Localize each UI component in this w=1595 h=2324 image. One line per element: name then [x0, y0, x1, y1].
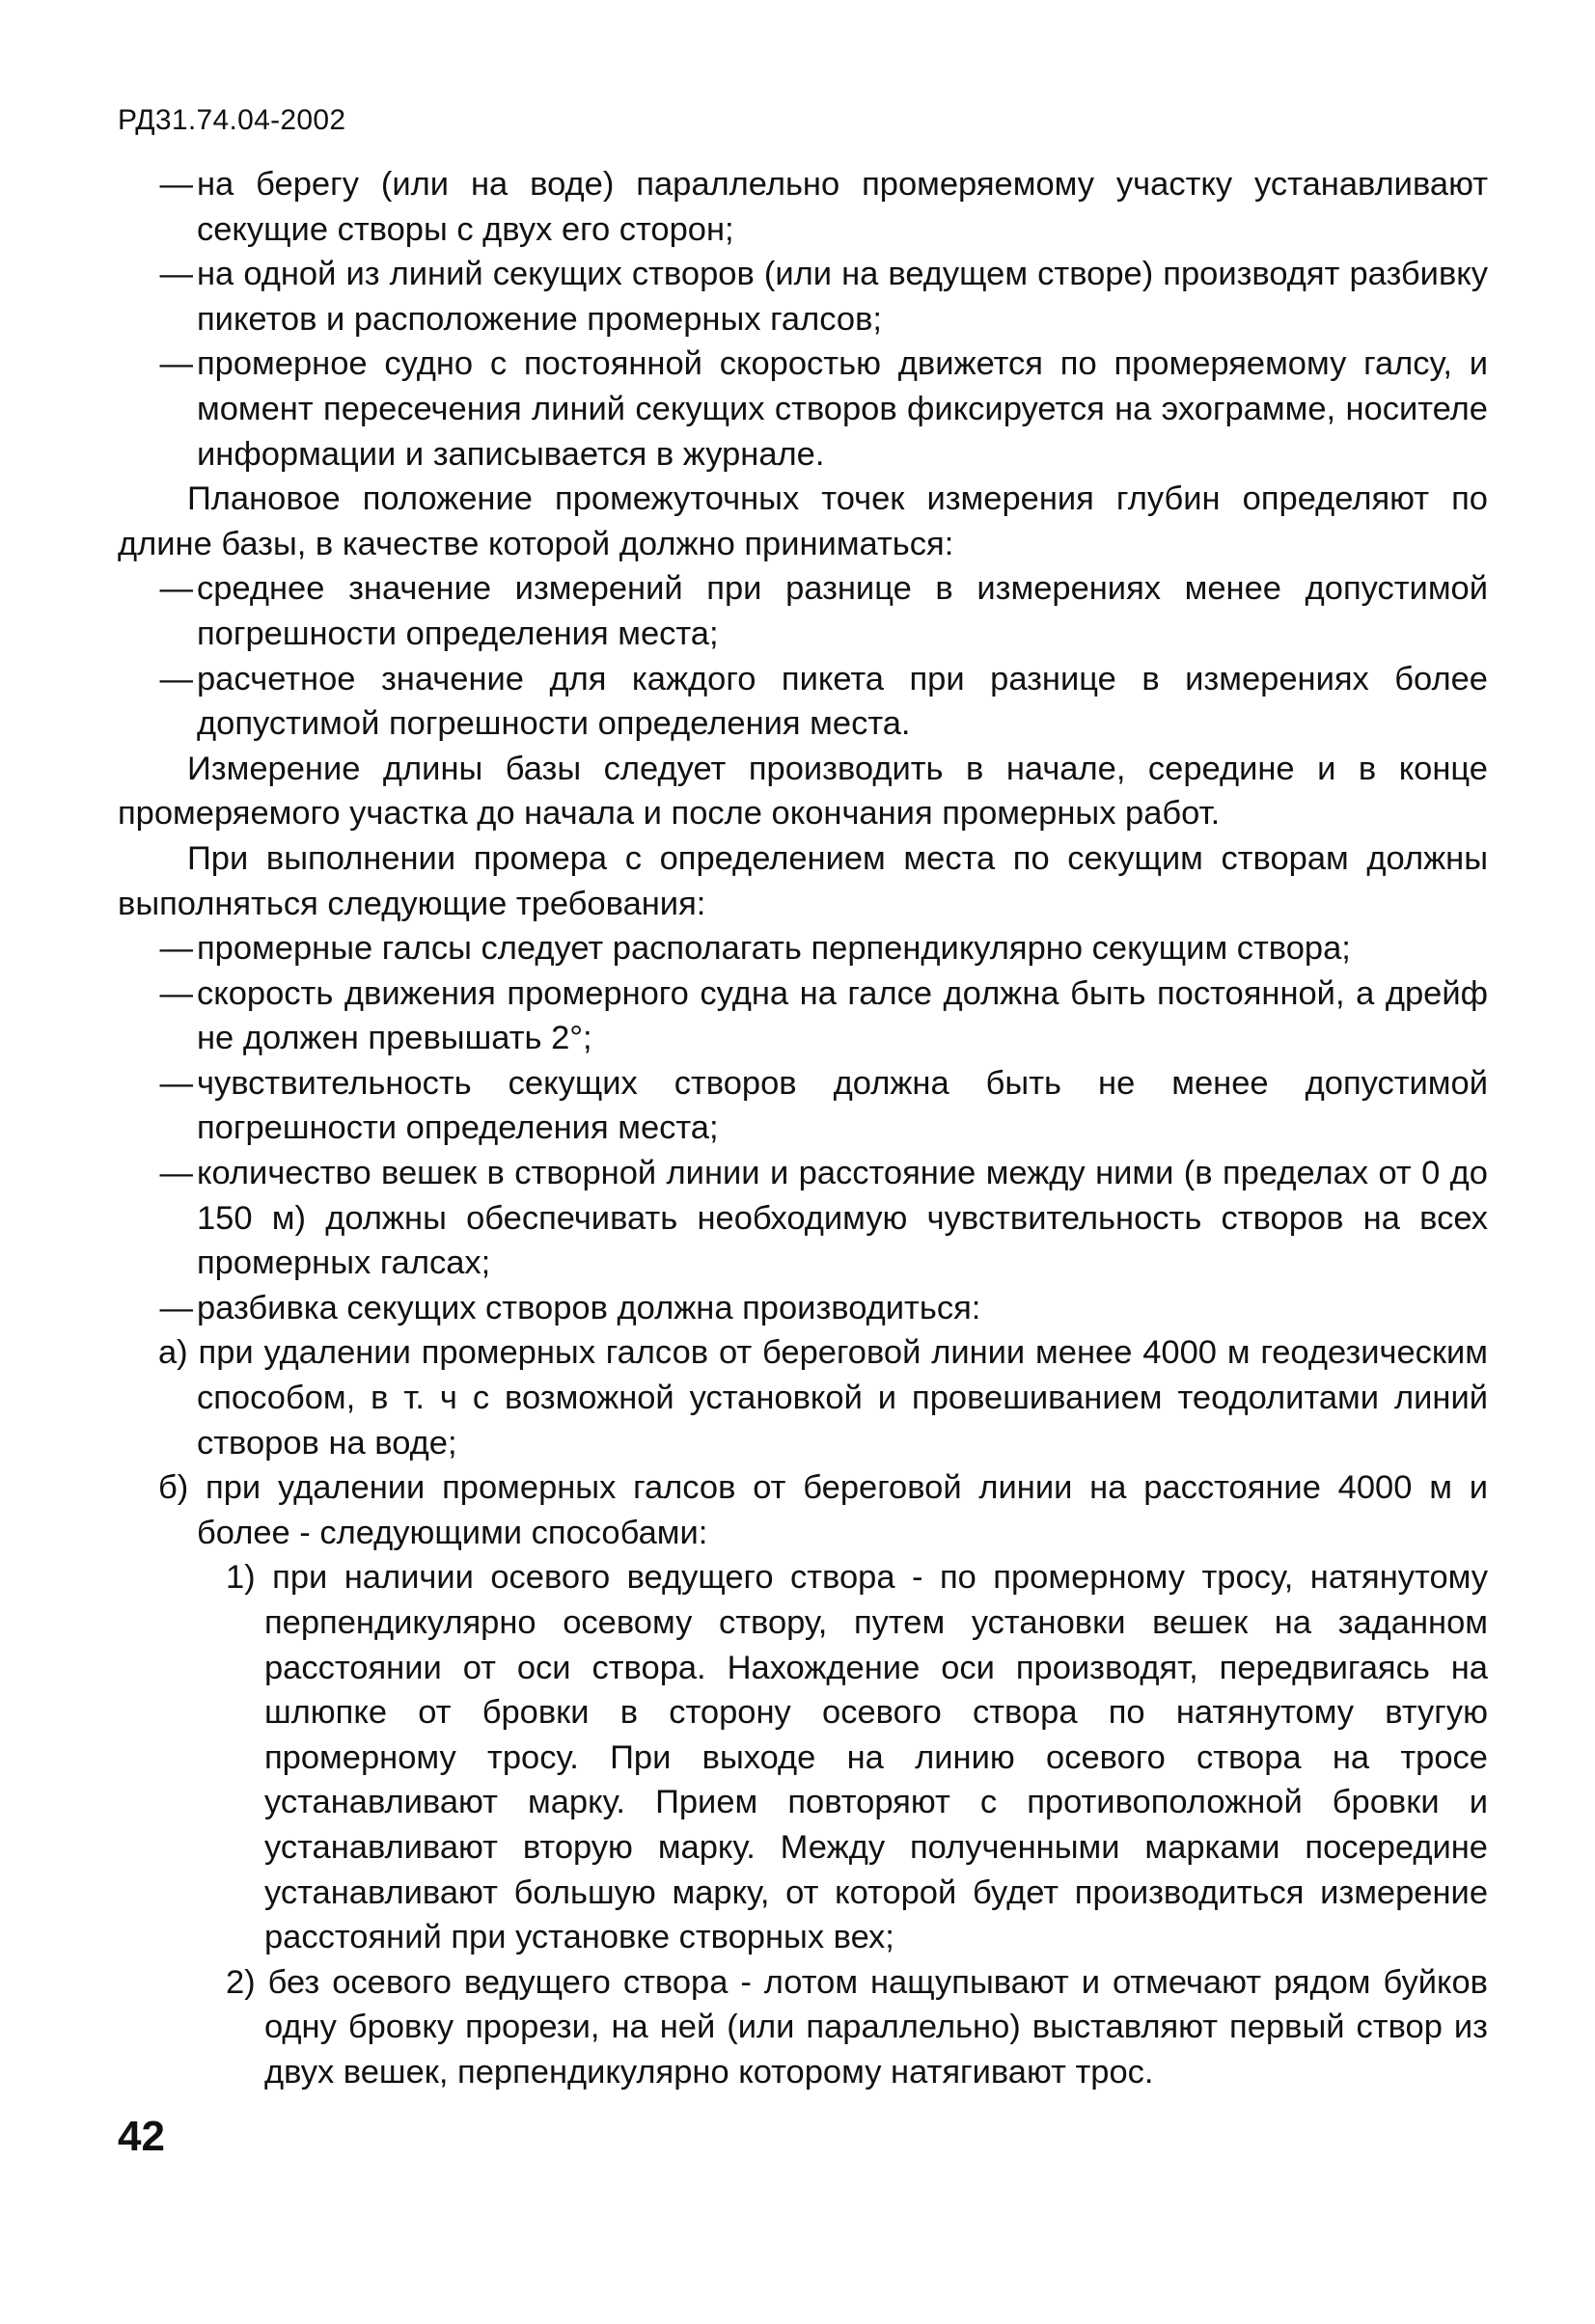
dash-marker: — [159, 1064, 193, 1102]
list-item-text: скорость движения промерного судна на галсе должна быть постоянной, а дрейф не должен превышать 2°; [197, 974, 1488, 1057]
dash-marker: — [159, 1155, 193, 1192]
paragraph: При выполнении промера с определением места по секущим створам должны выполняться следующие требования: [118, 839, 1488, 922]
dash-marker: — [159, 660, 193, 697]
list-item [118, 1286, 1488, 1331]
list-item [118, 162, 1488, 252]
list-item [118, 971, 1488, 1061]
paragraph: Измерение длины базы следует производить в начале, середине и в конце промеряемого участка до начала и после окончания промерных работ. [118, 750, 1488, 833]
numbered-item-1: 1) при наличии осевого ведущего створа - по промерному тросу, натянутому перпендикулярно осевому створу, путем установки вешек на заданном расстоянии от оси створа. Нахождение оси производят, передвигаясь на шлюпке от бровки в сторону осевого створа по натянутому втугую промерному тросу. При выходе на линию осевого створа на тросе устанавливают марку. Прием повторяют с противоположной бровки и устанавливают вторую марку. Между полученными марками посередине устанавливают большую марку, от которой будет производиться измерение расстояний при установке створных вех; [226, 1559, 1488, 1956]
list-item [118, 1151, 1488, 1286]
list-item-text: среднее значение измерений при разнице в измерениях менее допустимой погрешности определения места; [197, 570, 1488, 652]
list-item-text: количество вешек в створной линии и расстояние между ними (в пределах от 0 до 150 м) должны обеспечивать необходимую чувствительность створов на всех промерных галсах; [197, 1155, 1488, 1282]
dash-marker: — [159, 930, 193, 968]
dash-marker: — [159, 1289, 193, 1326]
list-item [118, 342, 1488, 477]
list-item-text: промерные галсы следует располагать перпендикулярно секущим створа; [197, 930, 1351, 968]
list-item-text: на одной из линий секущих створов (или на ведущем створе) производят разбивку пикетов и расположение промерных галсов; [197, 256, 1488, 338]
dash-marker: — [159, 166, 193, 203]
list-item-text: расчетное значение для каждого пикета при разнице в измерениях более допустимой погрешности определения места. [197, 660, 1488, 743]
list-item-text: чувствительность секущих створов должна быть не менее допустимой погрешности определения места; [197, 1064, 1488, 1147]
paragraph: Плановое положение промежуточных точек измерения глубин определяют по длине базы, в качестве которой должно приниматься: [118, 480, 1488, 562]
list-item [118, 657, 1488, 747]
list-item-text: промерное судно с постоянной скоростью движется по промеряемому галсу, и момент пересечения линий секущих створов фиксируется на эхограмме, носителе информации и записывается в журнале. [197, 345, 1488, 473]
body-text [118, 162, 1488, 2095]
page-number: 42 [118, 2113, 165, 2160]
list-item [118, 566, 1488, 656]
dash-marker: — [159, 256, 193, 293]
sub-item-a: а) при удалении промерных галсов от береговой линии менее 4000 м геодезическим способом, в т. ч с возможной установкой и провешиванием теодолитами линий створов на воде; [158, 1334, 1488, 1462]
list-item [118, 252, 1488, 342]
list-item-text: разбивка секущих створов должна производиться: [197, 1289, 981, 1326]
dash-marker: — [159, 974, 193, 1012]
dash-marker: — [159, 570, 193, 608]
list-item [118, 926, 1488, 971]
numbered-item-2: 2) без осевого ведущего створа - лотом нащупывают и отмечают рядом буйков одну бровку прорези, на ней (или параллельно) выставляют первый створ из двух вешек, перпендикулярно которому натягивают трос. [226, 1963, 1488, 2091]
sub-item-b: б) при удалении промерных галсов от береговой линии на расстояние 4000 м и более - следующими способами: [158, 1469, 1488, 1551]
dash-marker: — [159, 345, 193, 383]
list-item-text: на берегу (или на воде) параллельно промеряемому участку устанавливают секущие створы с двух его сторон; [197, 166, 1488, 248]
list-item [118, 1061, 1488, 1151]
document-code: РД31.74.04-2002 [118, 104, 346, 136]
